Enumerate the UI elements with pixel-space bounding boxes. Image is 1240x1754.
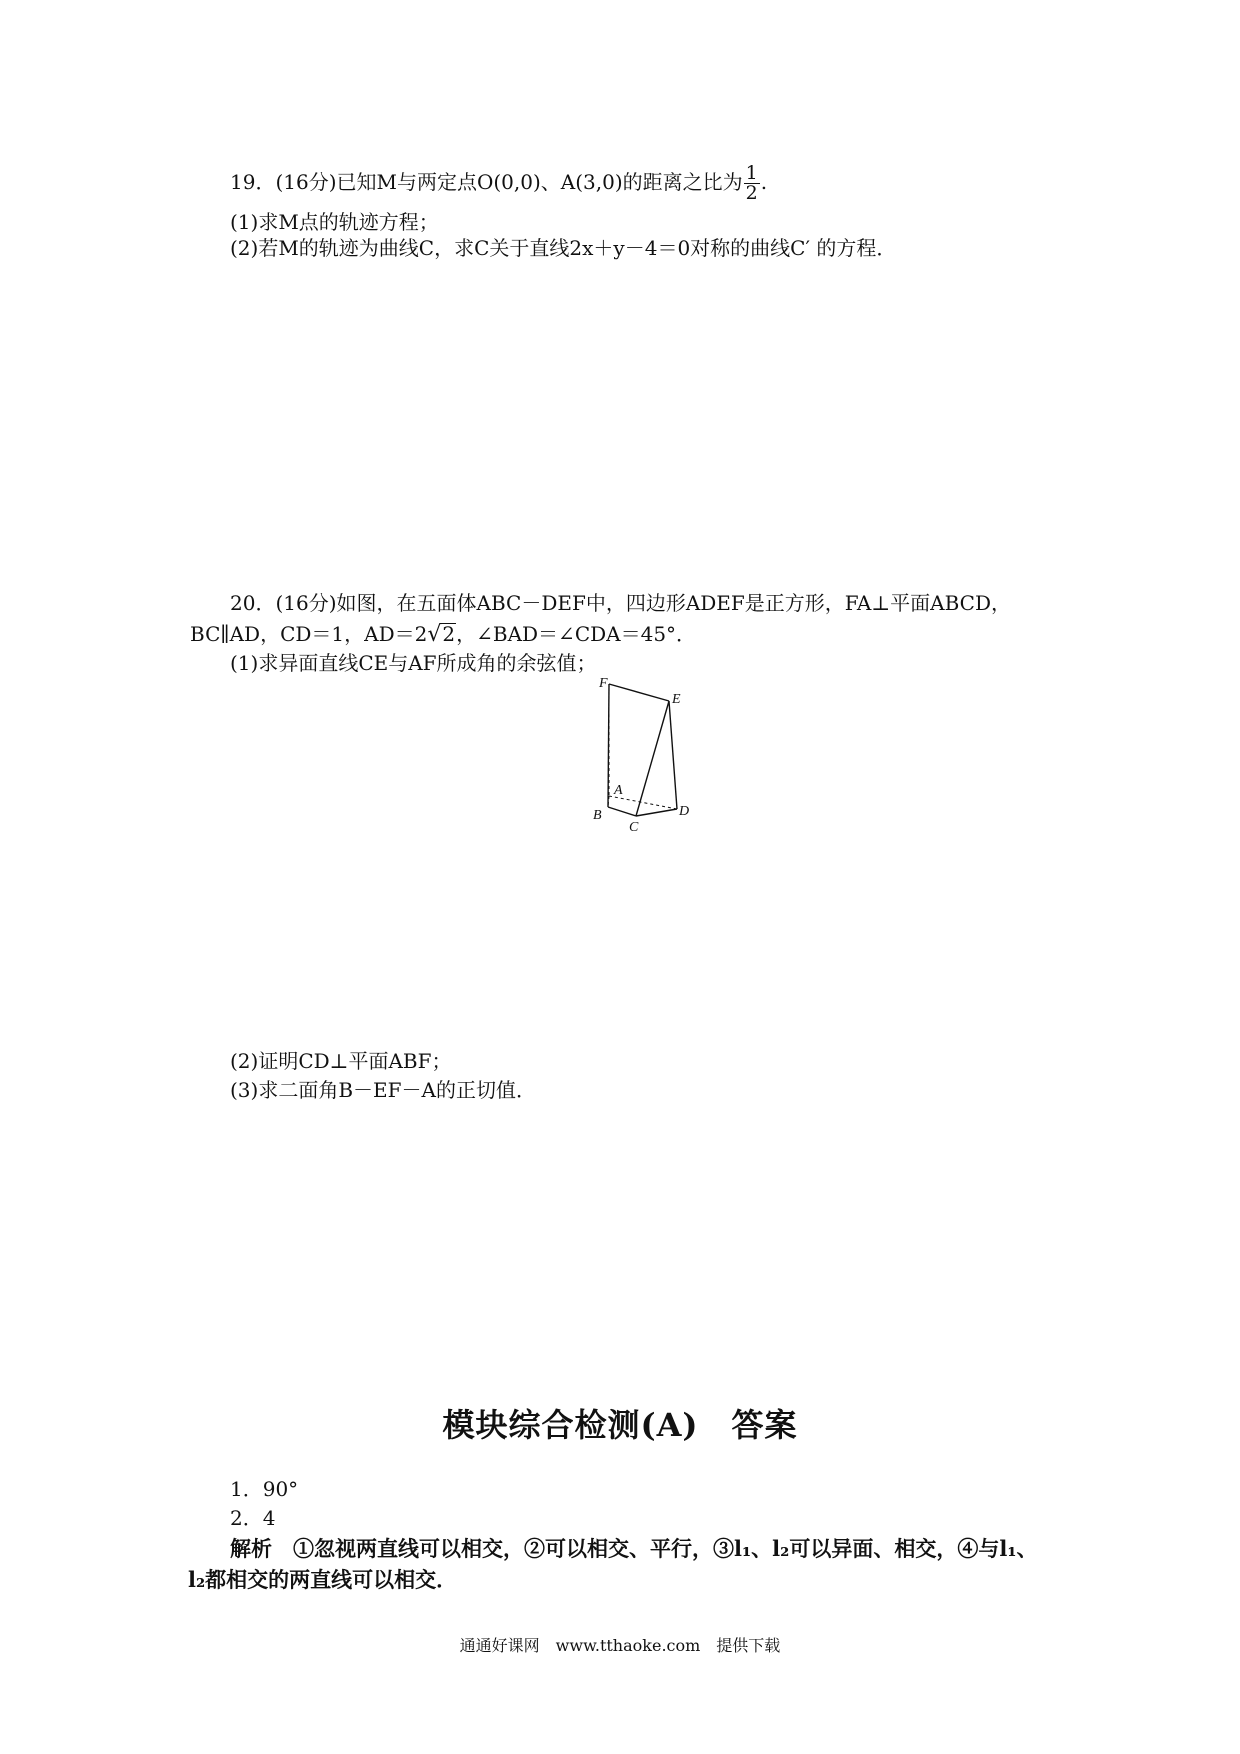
analysis-line2: l₂都相交的两直线可以相交． — [188, 1567, 458, 1592]
label-C: C — [629, 820, 639, 835]
q19-stem — [230, 164, 767, 203]
label-F: F — [599, 676, 608, 691]
edge-FE — [609, 684, 669, 701]
q19-frac-num: 1 — [745, 162, 758, 184]
pentahedron-figure — [588, 675, 698, 835]
footer: 通通好课网 www.tthaoke.com 提供下载 — [459, 1636, 781, 1655]
label-D: D — [679, 804, 690, 819]
sqrt-value: 2 — [442, 622, 456, 646]
analysis-line1: 解析 ①忽视两直线可以相交，②可以相交、平行，③l₁、l₂可以异面、相交，④与l₁、 — [230, 1536, 1038, 1561]
q19-part2: (2)若M的轨迹为曲线C，求C关于直线2x＋y－4＝0对称的曲线C′ 的方程． — [230, 236, 897, 260]
answer-2: 2．4 — [230, 1506, 276, 1530]
q20-line2-tail: ，∠BAD＝∠CDA＝45°． — [456, 622, 697, 646]
q20-line2-head: BC∥AD，CD＝1，AD＝2 — [190, 622, 428, 646]
q20-line1: 20．(16分)如图，在五面体ABC－DEF中，四边形ADEF是正方形，FA⊥平面ABCD， — [230, 591, 1012, 615]
edge-ED — [669, 701, 677, 809]
q19-tail: . — [760, 170, 768, 194]
q20-part2: (2)证明CD⊥平面ABF； — [230, 1049, 452, 1073]
q19-part1: (1)求M点的轨迹方程； — [230, 210, 439, 234]
q20-line2 — [190, 620, 696, 649]
label-E: E — [672, 692, 681, 707]
q20-part1: (1)求异面直线CE与AF所成角的余弦值； — [230, 651, 597, 675]
edge-BC — [608, 807, 636, 816]
q19-head: 19．(16分)已知M与两定点O(0,0)、A(3,0)的距离之比为 — [230, 170, 743, 194]
answer-1: 1．90° — [230, 1477, 299, 1501]
q20-part3: (3)求二面角B－EF－A的正切值． — [230, 1078, 536, 1102]
sqrt-symbol: √ — [427, 622, 442, 647]
q19-fraction — [744, 164, 760, 203]
edge-EC — [636, 701, 669, 816]
answer-title: 模块综合检测(A) 答案 — [442, 1406, 798, 1444]
edge-CD — [636, 809, 677, 816]
label-A: A — [614, 783, 623, 798]
label-B: B — [593, 808, 602, 823]
q19-frac-den: 2 — [745, 182, 758, 204]
